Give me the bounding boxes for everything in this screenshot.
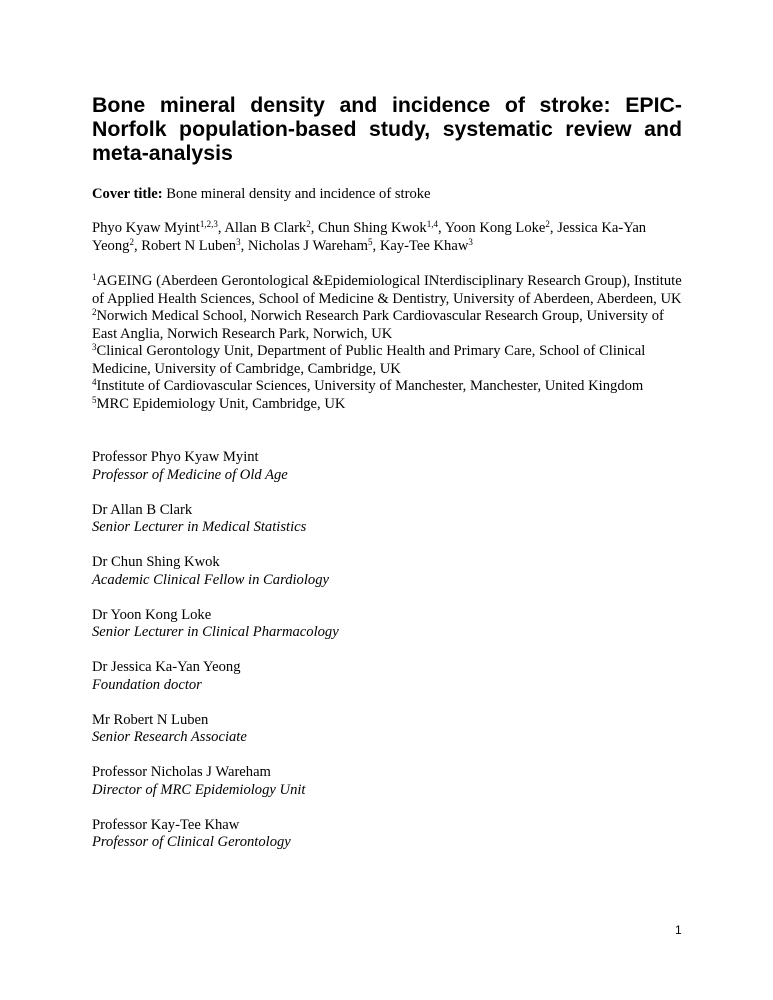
person-name: Mr Robert N Luben bbox=[92, 711, 209, 728]
affiliation-text: AGEING (Aberdeen Gerontological &Epidemiological INterdisciplinary Research Group), Institute of Applied Health Sciences, School of Medicine & Dentistry, University of Aberdeen, Aberdeen, UK bbox=[92, 273, 682, 307]
author bbox=[318, 220, 445, 236]
author-affil-sup: 1,4 bbox=[426, 219, 438, 229]
person-entry bbox=[92, 764, 682, 799]
affiliation bbox=[92, 396, 682, 414]
author-affil-sup: 3 bbox=[236, 236, 241, 247]
person-role: Foundation doctor bbox=[92, 676, 202, 693]
affiliation-number: 4 bbox=[92, 377, 97, 387]
person-entry bbox=[92, 817, 682, 852]
author-sep: , bbox=[240, 237, 248, 254]
author bbox=[380, 238, 473, 254]
affiliation-number: 3 bbox=[92, 342, 97, 352]
author-sep: , bbox=[133, 237, 142, 254]
author-name: Kay-Tee Khaw bbox=[379, 237, 469, 254]
person-entry bbox=[92, 554, 682, 589]
author-affil-sup: 5 bbox=[368, 236, 373, 247]
page-number: 1 bbox=[675, 923, 682, 937]
author-affil-sup: 2 bbox=[545, 219, 550, 229]
person-entry bbox=[92, 712, 682, 747]
person-role: Senior Lecturer in Clinical Pharmacology bbox=[92, 624, 339, 640]
author bbox=[248, 238, 380, 254]
author-roles bbox=[92, 449, 682, 869]
person-role: Professor of Clinical Gerontology bbox=[92, 834, 291, 850]
affiliation-text: Norwich Medical School, Norwich Research Park Cardiovascular Research Group, University of East Anglia, Norwich Research Park, Norwich, UK bbox=[92, 308, 664, 342]
person-entry bbox=[92, 607, 682, 642]
person-role: Director of MRC Epidemiology Unit bbox=[92, 781, 306, 798]
author bbox=[445, 220, 557, 236]
author-sep: , bbox=[437, 220, 445, 236]
author-name: Nicholas J Wareham bbox=[247, 237, 369, 254]
person-name: Dr Yoon Kong Loke bbox=[92, 606, 212, 623]
author-affil-sup: 1,2,3 bbox=[199, 219, 218, 229]
person-name: Dr Allan B Clark bbox=[92, 501, 193, 518]
author-name: Robert N Luben bbox=[141, 237, 237, 254]
author-name: Allan B Clark bbox=[224, 220, 307, 236]
affiliation bbox=[92, 273, 682, 308]
person-entry bbox=[92, 449, 682, 484]
author-list bbox=[92, 220, 682, 255]
author-sep: , bbox=[217, 220, 225, 236]
author-name: Yoon Kong Loke bbox=[444, 220, 546, 236]
author-affil-sup: 3 bbox=[468, 236, 473, 247]
person-name: Dr Chun Shing Kwok bbox=[92, 554, 220, 570]
author bbox=[224, 220, 318, 236]
affiliation bbox=[92, 378, 682, 396]
affiliation-text: MRC Epidemiology Unit, Cambridge, UK bbox=[96, 395, 346, 412]
author-sep: , bbox=[372, 237, 380, 254]
affiliation-number: 5 bbox=[92, 394, 97, 405]
affiliation bbox=[92, 343, 682, 378]
cover-title-label: Cover title: bbox=[92, 186, 163, 202]
affiliation-number: 2 bbox=[92, 307, 97, 317]
author-name: Jessica Ka-Yan Yeong bbox=[92, 220, 647, 254]
author-affil-sup: 2 bbox=[129, 236, 134, 247]
person-role: Senior Research Associate bbox=[92, 729, 247, 745]
affiliation bbox=[92, 308, 682, 343]
author bbox=[141, 238, 248, 254]
affiliation-list bbox=[92, 273, 682, 413]
person-name: Professor Phyo Kyaw Myint bbox=[92, 449, 259, 465]
person-entry bbox=[92, 659, 682, 694]
author bbox=[92, 220, 224, 236]
person-name: Professor Kay-Tee Khaw bbox=[92, 816, 240, 833]
affiliation-text: Institute of Cardiovascular Sciences, University of Manchester, Manchester, United Kingdom bbox=[96, 378, 644, 394]
person-entry bbox=[92, 502, 682, 537]
cover-title bbox=[92, 186, 431, 204]
person-role: Professor of Medicine of Old Age bbox=[92, 466, 288, 483]
person-role: Academic Clinical Fellow in Cardiology bbox=[92, 571, 329, 588]
author-sep: , bbox=[549, 220, 558, 236]
author-name: Phyo Kyaw Myint bbox=[92, 220, 200, 236]
author-sep: , bbox=[310, 220, 319, 236]
cover-title-text: Bone mineral density and incidence of stroke bbox=[166, 186, 431, 202]
person-name: Professor Nicholas J Wareham bbox=[92, 764, 271, 780]
person-role: Senior Lecturer in Medical Statistics bbox=[92, 519, 307, 535]
author-name: Chun Shing Kwok bbox=[318, 220, 427, 236]
author-affil-sup: 2 bbox=[306, 219, 311, 229]
affiliation-text: Clinical Gerontology Unit, Department of Public Health and Primary Care, School of Clinical Medicine, University of Cambridge, Cambridge, UK bbox=[92, 343, 646, 377]
person-name: Dr Jessica Ka-Yan Yeong bbox=[92, 659, 241, 675]
paper-title: Bone mineral density and incidence of stroke: EPIC-Norfolk population-based study, systematic review and meta-analysis bbox=[92, 93, 682, 165]
affiliation-number: 1 bbox=[92, 272, 97, 282]
